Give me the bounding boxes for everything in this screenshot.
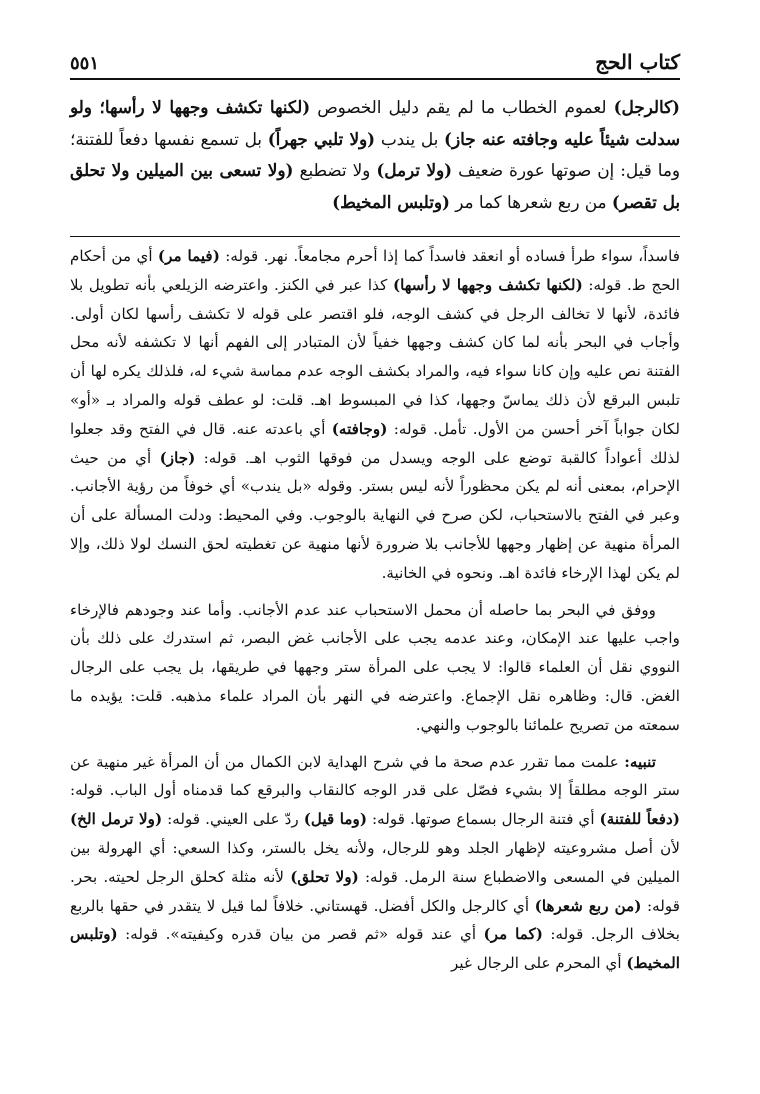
main-text-span: لعموم الخطاب ما لم يقم دليل الخصوص <box>310 97 614 117</box>
commentary-span: لأنه مثلة كحلق الرجل لحيته. بحر. قوله: <box>70 867 681 915</box>
main-text-bold: (ولا ترمل) <box>376 160 453 180</box>
commentary-bold: (ولا ترمل الخ) <box>70 810 163 829</box>
commentary-text <box>70 242 680 978</box>
commentary-bold: (وتلبس المخيط) <box>70 925 680 973</box>
commentary-paragraph <box>70 748 680 978</box>
main-text-span: من ربع شعرها كما مر <box>449 191 612 212</box>
commentary-span: فاسداً، سواء طرأ فساده أو انعقد فاسداً كما إذا أحرم مجامعاً. نهر. قوله: <box>219 247 681 265</box>
main-text-bold: (كالرجل) <box>613 97 680 117</box>
commentary-span: أي فتنة الرجال بسماع صوتها. قوله: <box>367 810 600 829</box>
commentary-bold: (ولا تحلق) <box>290 867 359 886</box>
main-text-bold: (ولا تلبي جهراً) <box>267 128 376 149</box>
main-text-span: بل يندب <box>375 128 445 149</box>
main-text <box>70 92 680 218</box>
commentary-span: أي كالرجل والكل أفضل. قهستاني. خلافاً لما قيل لا يتقدر في حقها بالربع بخلاف الرجل. قوله: <box>70 896 681 944</box>
commentary-span: علمت مما تقرر عدم صحة ما في شرح الهداية لابن الكمال من أن المرأة غير منهية عن ستر الوجه مطلقاً إلا بشيء فصّل على قدر الوجه كالنقاب والبرقع كما قدمناه أول الباب. قوله: <box>70 752 680 800</box>
commentary-bold: (وما قيل) <box>303 810 368 829</box>
main-text-span: ولا تضطبع <box>293 160 377 180</box>
main-text-span: بل تسمع نفسها دفعاً للفتنة؛ وما قيل: إن صوتها عورة ضعيف <box>70 128 680 180</box>
commentary-bold: (فيما مر) <box>157 247 220 265</box>
main-text-bold: (وتلبس المخيط) <box>332 191 450 212</box>
commentary-bold: (كما مر) <box>483 925 543 944</box>
commentary-span: أي من أحكام الحج ط. قوله: <box>70 247 680 294</box>
commentary-paragraph: ووفق في البحر بما حاصله أن محمل الاستحباب عند عدم الأجانب. وأما عند وجودهم فالإرخاء واجب عليها عند الإمكان، وعند عدمه يجب على الأجانب غض البصر، ثم استدرك على ذلك بأن النووي نقل أن العلماء قالوا: لا يجب على المرأة ستر وجهها في طريقها، بل يجب على الرجال الغض. قال: وظاهره نقل الإجماع. واعترضه في النهر بأن المراد علماء مذهبه. قلت: يؤيده ما سمعته من تصريح علمائنا بالوجوب والنهي. <box>70 600 680 734</box>
commentary-span: أي عند قوله «ثم قصر من بيان قدره وكيفيته». قوله: <box>117 925 484 944</box>
commentary-span: كذا عبر في الكنز. واعترضه الزيلعي بأنه تطويل بلا فائدة، لأنها لا تخالف الرجل في كشف الوجه، فلو اقتصر على قوله لا تكشف رأسها لكان أولى. وأجاب في البحر بأنه لما كان كشف وجهها خفياً لأن المتبادر إلى الفهم أنها لا تكشفه لأنه محل الفتنة نص عليه وإن كانا سواء فيه، والمراد بكشف الوجه عدم مماسة شيء له، فلذلك يكره لها أن تلبس البرقع لأن ذلك يماسّ وجهها، كذا في المبسوط اهـ. قلت: لو عطف قوله والمراد بـ «أو» لكان جواباً آخر أحسن من الأول. تأمل. قوله: <box>70 275 680 438</box>
commentary-bold: (دفعاً للفتنة) <box>599 810 680 829</box>
commentary-paragraph <box>70 242 680 588</box>
page-header <box>70 38 680 80</box>
commentary-bold: (من ربع شعرها) <box>534 896 642 915</box>
commentary-span: ردّ على العيني. قوله: <box>162 810 304 829</box>
commentary-bold: (لكنها تكشف وجهها لا رأسها) <box>392 275 583 294</box>
commentary-bold: (وجافته) <box>331 419 388 438</box>
main-text-bold: (ولا تسعى بين الميلين ولا تحلق بل تقصر) <box>70 160 680 212</box>
commentary-span: لأن أصل مشروعيته لإظهار الجلد وهو للرجال، ولأنه يخل بالستر، وكذا السعي: أي الهرولة بين الميلين في المسعى والاضطباع سنة الرمل. قوله: <box>70 838 680 886</box>
commentary-bold: (جاز) <box>159 448 196 467</box>
book-title: كتاب الحج <box>595 50 680 74</box>
separator-rule <box>70 236 680 237</box>
page-number: ٥٥١ <box>70 53 100 74</box>
main-text-bold: (لكنها تكشف وجهها لا رأسها؛ ولو سدلت شيئاً عليه وجافته عنه جاز) <box>70 97 680 149</box>
commentary-bold: تنبيه: <box>624 752 656 771</box>
commentary-span: أي من حيث الإحرام، بمعنى أنه لم يكن محظوراً لأنه ليس بستر. وقوله «بل يندب» أي خوفاً من رؤية الأجانب. وعبر في الفتح بالاستحباب، لكن صرح في النهاية بالوجوب. وفي المحيط: ودلت المسألة على أن المرأة منهية عن إظهار وجهها للأجانب بلا ضرورة لأنها منهية عن تغطيته لحق النسك لولا ذلك، وإلا لم يكن لهذا الإرخاء فائدة اهـ. ونحوه في الخانية. <box>70 448 680 582</box>
commentary-span: أي المحرم على الرجال غير <box>450 954 627 973</box>
commentary-span: أي باعدته عنه. قال في الفتح وقد جعلوا لذلك أعواداً كالقبة توضع على الوجه ويسدل من فوقها الثوب اهـ. قوله: <box>70 419 680 467</box>
